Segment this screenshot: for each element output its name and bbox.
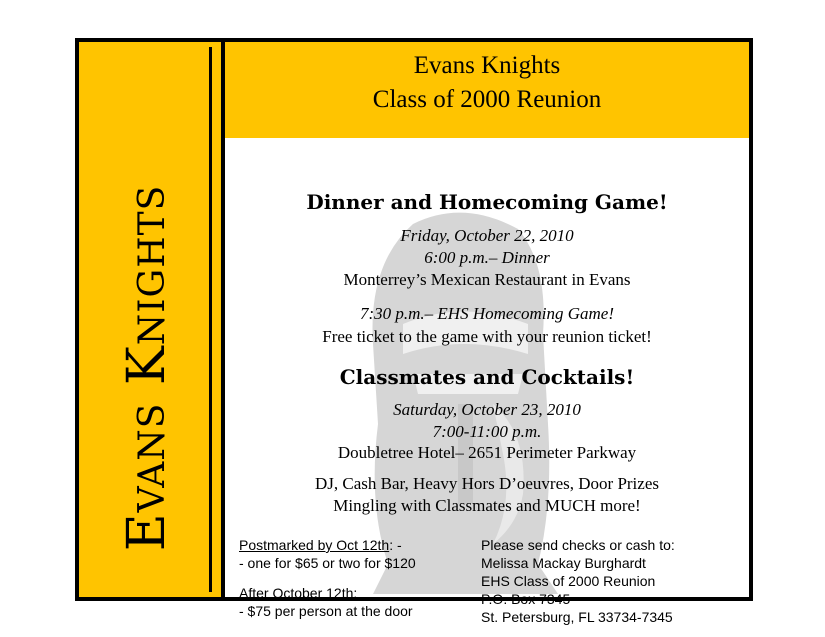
cocktails-heading: Classmates and Cocktails!	[339, 365, 635, 389]
header-banner	[225, 42, 749, 138]
late-pricing-detail: - $75 per person at the door	[239, 603, 413, 619]
header-subtitle: Class of 2000 Reunion	[372, 86, 602, 113]
mail-name: Melissa Mackay Burghardt	[481, 555, 646, 571]
dinner-date: Friday, October 22, 2010	[400, 226, 574, 245]
event-content	[225, 138, 749, 625]
dinner-heading: Dinner and Homecoming Game!	[306, 190, 668, 214]
cocktails-date: Saturday, October 23, 2010	[393, 400, 581, 419]
early-pricing-detail: - one for $65 or two for $120	[239, 555, 416, 571]
sidebar-banner	[79, 42, 225, 597]
early-pricing-title: Postmarked by Oct 12th	[239, 537, 390, 553]
dinner-time: 6:00 p.m.– Dinner	[424, 248, 550, 267]
early-pricing-suffix: : -	[389, 537, 402, 553]
ticket-note: Free ticket to the game with your reunion ticket!	[322, 327, 652, 346]
mail-org: EHS Class of 2000 Reunion	[481, 573, 656, 589]
mail-box: P.O. Box 7345	[481, 591, 571, 607]
flyer-frame	[75, 38, 753, 625]
cocktails-mingling: Mingling with Classmates and MUCH more!	[333, 496, 641, 515]
cocktails-place: Doubletree Hotel– 2651 Perimeter Parkway	[337, 443, 637, 462]
mail-city: St. Petersburg, FL 33734-7345	[481, 609, 673, 625]
mail-label: Please send checks or cash to:	[481, 537, 675, 553]
cocktails-extras: DJ, Cash Bar, Heavy Hors D’oeuvres, Door Prizes	[315, 474, 659, 493]
game-time: 7:30 p.m.– EHS Homecoming Game!	[359, 304, 614, 323]
header-title: Evans Knights	[413, 52, 561, 79]
late-pricing-label: After October 12th:	[239, 585, 358, 601]
early-pricing-label	[239, 537, 402, 553]
cocktails-time: 7:00-11:00 p.m.	[432, 422, 542, 441]
sidebar-title: Evans Knights	[117, 184, 177, 552]
dinner-place: Monterrey’s Mexican Restaurant in Evans	[343, 270, 631, 289]
